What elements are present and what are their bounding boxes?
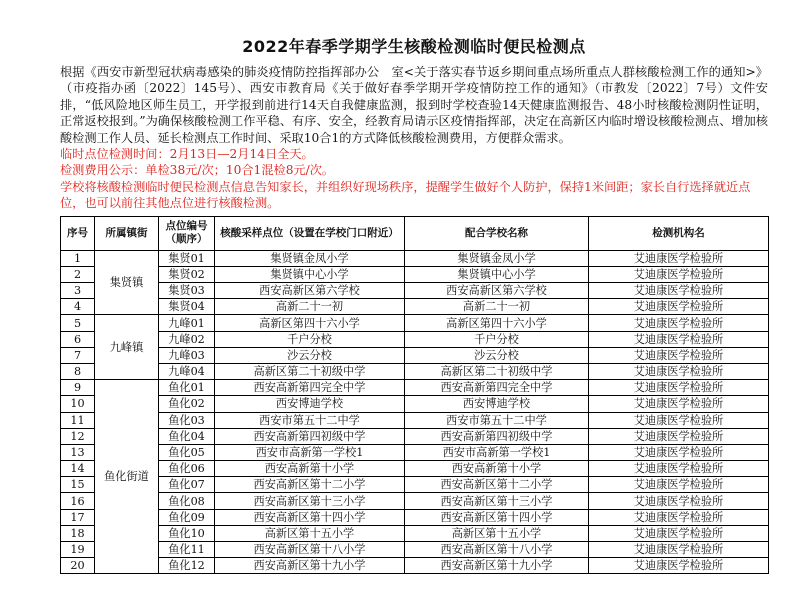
row-sampling-site: 西安高新区第六学校 (215, 283, 405, 299)
table-row (61, 558, 769, 574)
row-lab: 艾迪康医学检验所 (589, 493, 769, 509)
row-lab: 艾迪康医学检验所 (589, 331, 769, 347)
row-school: 西安高新区第十四小学 (405, 509, 589, 525)
row-sampling-site: 集贤镇金凤小学 (215, 250, 405, 266)
row-school: 西安市第五十二中学 (405, 412, 589, 428)
intro-paragraph: 根据《西安市新型冠状病毒感染的肺炎疫情防控指挥部办公 室<关于落实春节返乡期间重点场所重点人群核酸检测工作的通知>》（市疫指办函〔2022〕145号）、西安市教育局《关于做好春季学期开学疫情防控工作的通知》（市教发〔2022〕7号）文件安排，“低风险地区师生员工，开学报到前进行14天自我健康监测，报到时学校查验14天健康监测报告、48小时核酸检测阴性证明，正常返校报到。”为确保核酸检测工作平稳、有序、安全，经教育局请示区疫情指挥部，决定在高新区内临时增设核酸检测点、增加核酸检测工作人员、延长检测点工作时间、采取10合1的方式降低核酸检测费用，方便群众需求。 (60, 65, 768, 145)
row-site-code: 鱼化03 (159, 412, 215, 428)
row-town: 鱼化街道 (95, 380, 159, 574)
table-row (61, 509, 769, 525)
row-index: 17 (61, 509, 95, 525)
notice-fee: 检测费用公示：单检38元/次；10合1混检8元/次。 (60, 163, 335, 178)
row-index: 7 (61, 347, 95, 363)
table-row (61, 315, 769, 331)
table-row (61, 493, 769, 509)
row-lab: 艾迪康医学检验所 (589, 347, 769, 363)
row-lab: 艾迪康医学检验所 (589, 509, 769, 525)
row-lab: 艾迪康医学检验所 (589, 477, 769, 493)
row-lab: 艾迪康医学检验所 (589, 428, 769, 444)
row-site-code: 鱼化04 (159, 428, 215, 444)
row-index: 12 (61, 428, 95, 444)
row-sampling-site: 沙云分校 (215, 347, 405, 363)
row-lab: 艾迪康医学检验所 (589, 525, 769, 541)
row-index: 13 (61, 444, 95, 460)
row-sampling-site: 高新区第十五小学 (215, 525, 405, 541)
notice-instructions: 学校将核酸检测临时便民检测点信息告知家长，并组织好现场秩序，提醒学生做好个人防护，保持1米间距；家长自行选择就近点位，也可以前往其他点位进行核酸检测。 (60, 179, 751, 211)
table-row (61, 331, 769, 347)
row-lab: 艾迪康医学检验所 (589, 461, 769, 477)
row-school: 西安高新区第十三小学 (405, 493, 589, 509)
table-row (61, 299, 769, 315)
row-school: 西安高新区第六学校 (405, 283, 589, 299)
row-school: 西安高新区第十二小学 (405, 477, 589, 493)
row-site-code: 鱼化06 (159, 461, 215, 477)
row-school: 西安高新第四初级中学 (405, 428, 589, 444)
row-lab: 艾迪康医学检验所 (589, 444, 769, 460)
row-site-code: 鱼化08 (159, 493, 215, 509)
row-school: 集贤镇金凤小学 (405, 250, 589, 266)
row-index: 20 (61, 558, 95, 574)
table-row (61, 347, 769, 363)
header-site-code: 点位编号（顺序） (159, 216, 215, 250)
header-index: 序号 (61, 216, 95, 250)
row-school: 西安高新第四完全中学 (405, 380, 589, 396)
header-town: 所属镇街 (95, 216, 159, 250)
row-lab: 艾迪康医学检验所 (589, 299, 769, 315)
row-site-code: 鱼化05 (159, 444, 215, 460)
row-site-code: 九峰01 (159, 315, 215, 331)
row-lab: 艾迪康医学检验所 (589, 412, 769, 428)
table-row (61, 461, 769, 477)
row-index: 10 (61, 396, 95, 412)
row-lab: 艾迪康医学检验所 (589, 315, 769, 331)
row-site-code: 鱼化09 (159, 509, 215, 525)
table-header-row (61, 216, 769, 250)
row-lab: 艾迪康医学检验所 (589, 542, 769, 558)
row-sampling-site: 西安高新区第十三小学 (215, 493, 405, 509)
table-row (61, 283, 769, 299)
row-index: 14 (61, 461, 95, 477)
row-lab: 艾迪康医学检验所 (589, 266, 769, 282)
table-row (61, 428, 769, 444)
row-lab: 艾迪康医学检验所 (589, 380, 769, 396)
row-site-code: 集贤01 (159, 250, 215, 266)
row-sampling-site: 西安高新区第十八小学 (215, 542, 405, 558)
table-row (61, 477, 769, 493)
table-row (61, 380, 769, 396)
row-lab: 艾迪康医学检验所 (589, 250, 769, 266)
notice-time: 临时点位检测时间：2月13日—2月14日全天。 (60, 147, 314, 162)
row-school: 西安高新区第十八小学 (405, 542, 589, 558)
row-site-code: 集贤04 (159, 299, 215, 315)
row-school: 集贤镇中心小学 (405, 266, 589, 282)
row-school: 西安高新第十小学 (405, 461, 589, 477)
row-sampling-site: 集贤镇中心小学 (215, 266, 405, 282)
row-lab: 艾迪康医学检验所 (589, 283, 769, 299)
row-site-code: 鱼化12 (159, 558, 215, 574)
row-site-code: 鱼化01 (159, 380, 215, 396)
table-row (61, 412, 769, 428)
row-sampling-site: 西安高新第四完全中学 (215, 380, 405, 396)
table-row (61, 542, 769, 558)
row-town: 集贤镇 (95, 250, 159, 315)
row-index: 9 (61, 380, 95, 396)
row-index: 3 (61, 283, 95, 299)
table-row (61, 250, 769, 266)
header-school: 配合学校名称 (405, 216, 589, 250)
row-site-code: 集贤03 (159, 283, 215, 299)
document-title: 2022年春季学期学生核酸检测临时便民检测点 (242, 37, 586, 56)
row-site-code: 九峰02 (159, 331, 215, 347)
row-site-code: 鱼化11 (159, 542, 215, 558)
table-row (61, 266, 769, 282)
row-sampling-site: 高新区第四十六小学 (215, 315, 405, 331)
row-sampling-site: 西安博迪学校 (215, 396, 405, 412)
row-sampling-site: 高新区第二十初级中学 (215, 363, 405, 379)
row-site-code: 鱼化07 (159, 477, 215, 493)
row-sampling-site: 西安市第五十二中学 (215, 412, 405, 428)
row-school: 西安博迪学校 (405, 396, 589, 412)
row-sampling-site: 千户分校 (215, 331, 405, 347)
row-sampling-site: 西安高新区第十四小学 (215, 509, 405, 525)
row-index: 15 (61, 477, 95, 493)
row-site-code: 集贤02 (159, 266, 215, 282)
row-school: 高新二十一初 (405, 299, 589, 315)
row-sampling-site: 西安市高新第一学校1 (215, 444, 405, 460)
row-site-code: 鱼化10 (159, 525, 215, 541)
row-town: 九峰镇 (95, 315, 159, 380)
row-lab: 艾迪康医学检验所 (589, 396, 769, 412)
row-index: 18 (61, 525, 95, 541)
table-body (61, 250, 769, 574)
row-sampling-site: 西安高新第十小学 (215, 461, 405, 477)
row-school: 西安市高新第一学校1 (405, 444, 589, 460)
row-index: 1 (61, 250, 95, 266)
row-index: 8 (61, 363, 95, 379)
row-school: 沙云分校 (405, 347, 589, 363)
row-index: 2 (61, 266, 95, 282)
row-index: 6 (61, 331, 95, 347)
row-school: 高新区第二十初级中学 (405, 363, 589, 379)
row-school: 高新区第四十六小学 (405, 315, 589, 331)
row-lab: 艾迪康医学检验所 (589, 558, 769, 574)
row-index: 5 (61, 315, 95, 331)
row-sampling-site: 西安高新区第十九小学 (215, 558, 405, 574)
row-sampling-site: 西安高新区第十二小学 (215, 477, 405, 493)
row-site-code: 九峰04 (159, 363, 215, 379)
row-sampling-site: 西安高新第四初级中学 (215, 428, 405, 444)
row-index: 11 (61, 412, 95, 428)
row-lab: 艾迪康医学检验所 (589, 363, 769, 379)
row-index: 16 (61, 493, 95, 509)
row-school: 高新区第十五小学 (405, 525, 589, 541)
table-row (61, 444, 769, 460)
testing-sites-table (60, 216, 769, 575)
row-index: 4 (61, 299, 95, 315)
table-row (61, 396, 769, 412)
table-row (61, 363, 769, 379)
header-sampling-site: 核酸采样点位（设置在学校门口附近） (215, 216, 405, 250)
row-site-code: 鱼化02 (159, 396, 215, 412)
header-lab: 检测机构名 (589, 216, 769, 250)
row-sampling-site: 高新二十一初 (215, 299, 405, 315)
table-row (61, 525, 769, 541)
row-index: 19 (61, 542, 95, 558)
row-school: 千户分校 (405, 331, 589, 347)
row-site-code: 九峰03 (159, 347, 215, 363)
row-school: 西安高新区第十九小学 (405, 558, 589, 574)
